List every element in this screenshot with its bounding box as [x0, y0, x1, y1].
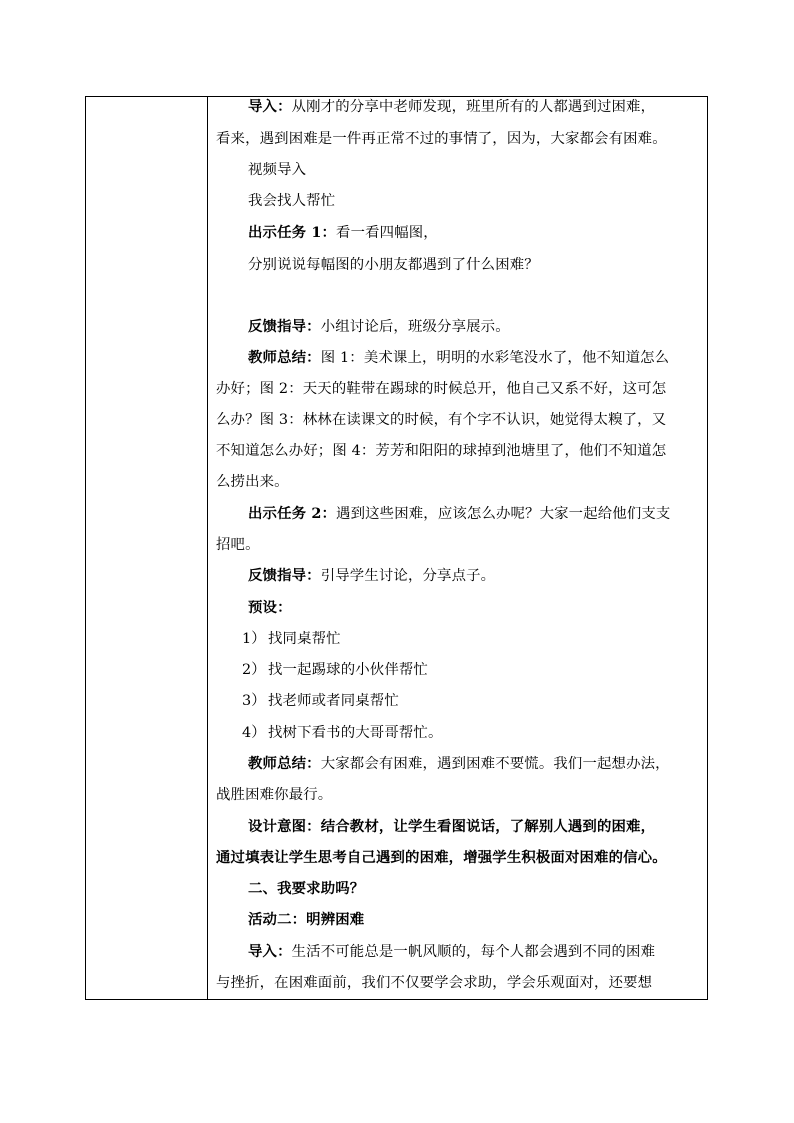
left-column-cell: [86, 97, 208, 999]
preset-label: 预设：: [248, 599, 292, 616]
list-item-number: 3）: [242, 693, 266, 709]
intro-label: 导入：: [248, 98, 292, 115]
design-intent-line-1: 设计意图：结合教材，让学生看图说话，了解别人遇到的困难，: [248, 818, 656, 835]
list-item-text: 找一起踢球的小伙伴帮忙: [268, 662, 428, 678]
summary1-text-1: 图 1：美术课上，明明的水彩笔没水了，他不知道怎么: [320, 350, 670, 366]
list-item: [216, 629, 701, 649]
list-item: [216, 723, 701, 743]
summary1-line-1: [216, 348, 701, 368]
task2-label: 出示任务 2：: [248, 505, 337, 522]
feedback2-label: 反馈指导：: [248, 567, 321, 584]
summary1-line-3: 么办？图 3：林林在读课文的时候，有个字不认识，她觉得太糗了，又: [216, 412, 667, 428]
summary1-line-4: 不知道怎么办好；图 4：芳芳和阳阳的球掉到池塘里了，他们不知道怎: [216, 443, 667, 459]
intro-paragraph-line-1: [216, 97, 701, 117]
subtitle-find-help: 我会找人帮忙: [248, 193, 336, 209]
summary1-line-2: 办好；图 2：天天的鞋带在踢球的时候总开，他自己又系不好，这可怎: [216, 381, 667, 397]
activity-2-heading: 活动二：明辨困难: [248, 911, 365, 928]
intro-paragraph-line-2: 看来，遇到困难是一件再正常不过的事情了，因为，大家都会有困难。: [216, 131, 667, 147]
intro-text-1: 从刚才的分享中老师发现，班里所有的人都遇到过困难，: [291, 99, 656, 115]
summary1-label: 教师总结：: [248, 349, 321, 366]
section-heading-2: 二、我要求助吗？: [248, 880, 365, 897]
list-item-number: 1）: [242, 631, 266, 647]
feedback2-line: [216, 566, 701, 586]
list-item-text: 找树下看书的大哥哥帮忙。: [268, 725, 443, 741]
summary2-line-2: 战胜困难你最行。: [216, 787, 333, 803]
feedback1-line: [216, 317, 701, 337]
task2-line-2: 招吧。: [216, 537, 260, 553]
design-intent-line-2: 通过填表让学生思考自己遇到的困难，增强学生积极面对困难的信心。: [216, 849, 667, 866]
summary2-line-1: [216, 754, 701, 774]
summary2-label: 教师总结：: [248, 755, 321, 772]
task1-text-1: 看一看四幅图，: [336, 225, 438, 241]
content-cell: [208, 97, 707, 999]
feedback2-text: 引导学生讨论，分享点子。: [320, 568, 496, 584]
video-intro: 视频导入: [248, 162, 307, 178]
task1-line-2: 分别说说每幅图的小朋友都遇到了什么困难？: [248, 257, 539, 273]
intro2-line-2: 与挫折，在困难面前，我们不仅要学会求助，学会乐观面对，还要想: [216, 975, 653, 991]
task1-label: 出示任务 1：: [248, 224, 337, 241]
list-item-text: 找老师或者同桌帮忙: [268, 693, 399, 709]
intro2-line-1: [216, 942, 701, 962]
summary1-line-5: 么捞出来。: [216, 474, 289, 490]
task1-line-1: [216, 223, 701, 243]
task2-line-1: [216, 504, 701, 524]
list-item-number: 2）: [242, 662, 266, 678]
list-item-number: 4）: [242, 725, 266, 741]
list-item: [216, 660, 701, 680]
feedback1-text: 小组讨论后，班级分享展示。: [320, 319, 510, 335]
lesson-plan-table: [85, 96, 708, 1000]
summary2-text-1: 大家都会有困难，遇到困难不要慌。我们一起想办法，: [320, 756, 670, 772]
task2-text-1: 遇到这些困难，应该怎么办呢？大家一起给他们支支: [336, 506, 671, 522]
list-item: [216, 691, 701, 711]
intro2-text-1: 生活不可能总是一帆风顺的，每个人都会遇到不同的困难: [291, 944, 656, 960]
list-item-text: 找同桌帮忙: [268, 631, 341, 647]
feedback1-label: 反馈指导：: [248, 318, 321, 335]
intro2-label: 导入：: [248, 943, 292, 960]
